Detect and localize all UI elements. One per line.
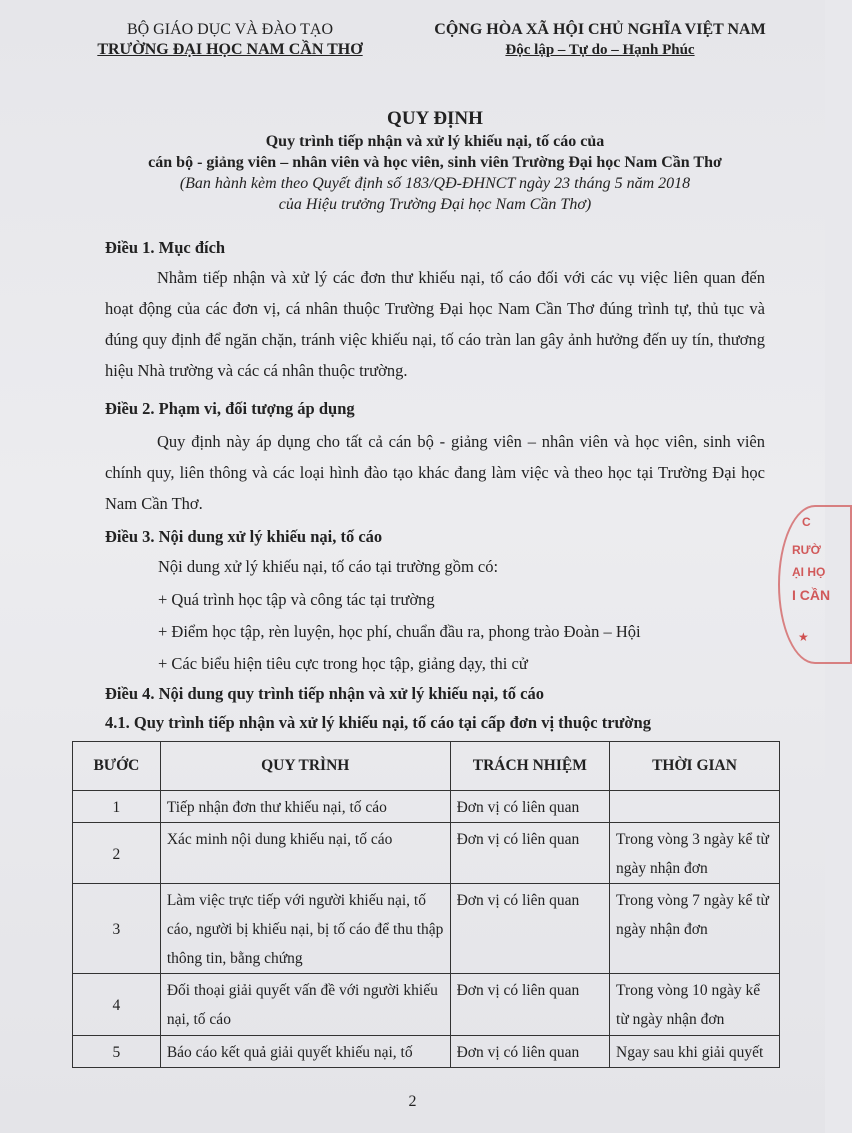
step-number: 2 — [73, 823, 161, 884]
article-3-item: + Các biểu hiện tiêu cực trong học tập, giảng dạy, thi cử — [158, 654, 528, 673]
table-row — [73, 974, 780, 1036]
document-subtitle-2: cán bộ - giảng viên – nhân viên và học viên, sinh viên Trường Đại học Nam Cần Thơ — [148, 154, 722, 171]
column-header-process: QUY TRÌNH — [160, 742, 450, 791]
column-header-time: THỜI GIAN — [610, 742, 780, 791]
responsible-cell: Đơn vị có liên quan — [450, 823, 609, 884]
column-header-step: BƯỚC — [73, 742, 161, 791]
column-header-responsible: TRÁCH NHIỆM — [450, 742, 609, 791]
table-row — [73, 1036, 780, 1068]
step-number: 1 — [73, 791, 161, 823]
article-1-heading: Điều 1. Mục đích — [105, 238, 226, 257]
process-table — [72, 741, 780, 1068]
process-cell: Làm việc trực tiếp với người khiếu nại, tố cáo, người bị khiếu nại, bị tố cáo để thu thập thông tin, bằng chứng — [160, 884, 450, 974]
article-3-item: + Quá trình học tập và công tác tại trường — [158, 590, 435, 609]
document-title-block — [90, 107, 780, 215]
responsible-cell: Đơn vị có liên quan — [450, 974, 609, 1036]
university-name: TRƯỜNG ĐẠI HỌC NAM CẦN THƠ — [97, 41, 363, 58]
time-cell: Trong vòng 3 ngày kể từ ngày nhận đơn — [610, 823, 780, 884]
table-header-row — [73, 742, 780, 791]
step-number: 3 — [73, 884, 161, 974]
article-2-heading: Điều 2. Phạm vi, đối tượng áp dụng — [105, 399, 355, 418]
seal-text: RƯỜ — [792, 543, 821, 557]
responsible-cell: Đơn vị có liên quan — [450, 791, 609, 823]
step-number: 5 — [73, 1036, 161, 1068]
national-header — [410, 20, 790, 60]
process-cell: Đối thoại giải quyết vấn đề với người khiếu nại, tố cáo — [160, 974, 450, 1036]
national-motto: Độc lập – Tự do – Hạnh Phúc — [505, 42, 695, 58]
article-1-text: Nhằm tiếp nhận và xử lý các đơn thư khiếu nại, tố cáo đối với các vụ việc liên quan đến hoạt động của các đơn vị, cá nhân thuộc Trường Đại học Nam Cần Thơ đúng trình tự, thủ tục và đúng quy định để ngăn chặn, tránh việc khiếu nại, tố cáo tràn lan gây ảnh hưởng đến uy tín, thương hiệu Nhà trường và các cá nhân thuộc trường. — [105, 268, 765, 380]
document-subtitle-1: Quy trình tiếp nhận và xử lý khiếu nại, tố cáo của — [265, 133, 605, 150]
time-cell: Trong vòng 10 ngày kể từ ngày nhận đơn — [610, 974, 780, 1036]
time-cell — [610, 791, 780, 823]
article-3-intro: Nội dung xử lý khiếu nại, tố cáo tại trường gồm có: — [158, 557, 499, 576]
table-row — [73, 791, 780, 823]
step-number: 4 — [73, 974, 161, 1036]
official-seal-fragment — [778, 505, 852, 664]
ministry-name: BỘ GIÁO DỤC VÀ ĐÀO TẠO — [126, 21, 334, 38]
document-title: QUY ĐỊNH — [387, 108, 483, 129]
process-cell: Tiếp nhận đơn thư khiếu nại, tố cáo — [160, 791, 450, 823]
time-cell: Trong vòng 7 ngày kể từ ngày nhận đơn — [610, 884, 780, 974]
section-4-1-heading: 4.1. Quy trình tiếp nhận và xử lý khiếu nại, tố cáo tại cấp đơn vị thuộc trường — [105, 713, 651, 732]
process-cell: Báo cáo kết quả giải quyết khiếu nại, tố — [160, 1036, 450, 1068]
table-row — [73, 823, 780, 884]
responsible-cell: Đơn vị có liên quan — [450, 1036, 609, 1068]
table-row — [73, 884, 780, 974]
seal-text: ẠI HỌ — [792, 565, 826, 579]
article-3-heading: Điều 3. Nội dung xử lý khiếu nại, tố cáo — [105, 527, 383, 546]
page-number: 2 — [408, 1093, 417, 1110]
issuance-note-1: (Ban hành kèm theo Quyết định số 183/QĐ-ĐHNCT ngày 23 tháng 5 năm 2018 — [179, 175, 691, 192]
seal-star-icon: ★ — [798, 630, 809, 644]
seal-text: I CẦN — [792, 587, 831, 603]
time-cell: Ngay sau khi giải quyết — [610, 1036, 780, 1068]
country-name: CỘNG HÒA XÃ HỘI CHỦ NGHĨA VIỆT NAM — [434, 21, 766, 38]
article-3-item: + Điểm học tập, rèn luyện, học phí, chuẩn đầu ra, phong trào Đoàn – Hội — [158, 622, 641, 641]
seal-text: C — [802, 515, 811, 529]
article-4-heading: Điều 4. Nội dung quy trình tiếp nhận và xử lý khiếu nại, tố cáo — [105, 684, 544, 703]
responsible-cell: Đơn vị có liên quan — [450, 884, 609, 974]
process-cell: Xác minh nội dung khiếu nại, tố cáo — [160, 823, 450, 884]
ministry-header — [85, 20, 375, 60]
article-2-text: Quy định này áp dụng cho tất cả cán bộ - giảng viên – nhân viên và học viên, sinh viên chính quy, liên thông và các loại hình đào tạo khác đang làm việc và theo học tại Trường Đại học Nam Cần Thơ. — [105, 432, 765, 513]
issuance-note-2: của Hiệu trưởng Trường Đại học Nam Cần Thơ) — [278, 196, 592, 213]
